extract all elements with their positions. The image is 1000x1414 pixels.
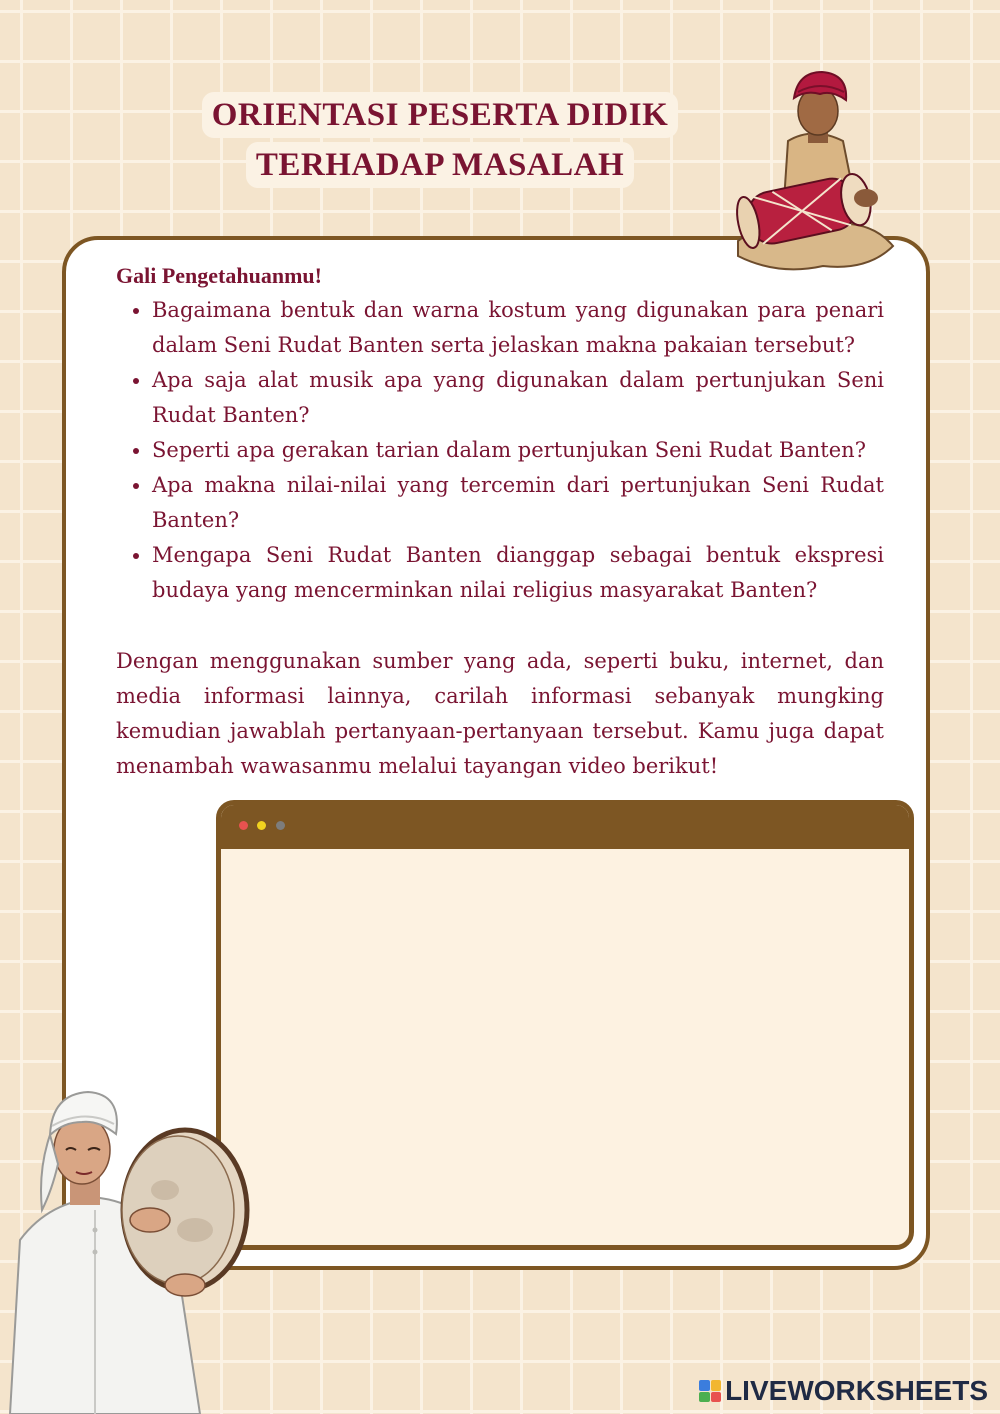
- instruction-paragraph: Dengan menggunakan sumber yang ada, seperti buku, internet, dan media informasi lainnya, carilah informasi sebanyak mungking kemudian jawablah pertanyaan-pertanyaan tersebut. Kamu juga dapat menambah wawasanmu melalui tayangan video berikut!: [116, 649, 884, 778]
- drummer-illustration: [728, 66, 908, 286]
- video-browser-window: [216, 800, 914, 1250]
- video-embed-area[interactable]: [221, 849, 909, 1245]
- browser-title-bar: [221, 805, 909, 849]
- question-item: • Mengapa Seni Rudat Banten dianggap sebagai bentuk ekspresi budaya yang mencerminkan nilai religius masyarakat Banten?: [152, 538, 884, 608]
- minimize-dot-icon: [257, 821, 266, 830]
- liveworksheets-logo-icon: [699, 1380, 721, 1402]
- question-item: • Apa makna nilai-nilai yang tercemin dari pertunjukan Seni Rudat Banten?: [152, 468, 884, 538]
- maximize-dot-icon: [276, 821, 285, 830]
- tambourine-player-illustration: [0, 1080, 260, 1414]
- page-title: [190, 92, 690, 188]
- question-section: [116, 258, 884, 784]
- question-item: • Bagaimana bentuk dan warna kostum yang digunakan para penari dalam Seni Rudat Banten serta jelaskan makna pakaian tersebut?: [152, 293, 884, 363]
- question-item: • Apa saja alat musik apa yang digunakan dalam pertunjukan Seni Rudat Banten?: [152, 363, 884, 433]
- liveworksheets-logo: [699, 1376, 988, 1406]
- question-list: [116, 293, 884, 608]
- title-line-2: TERHADAP MASALAH: [246, 142, 634, 188]
- section-heading: Gali Pengetahuanmu!: [116, 263, 322, 288]
- title-line-1: ORIENTASI PESERTA DIDIK: [202, 92, 679, 138]
- question-item: • Seperti apa gerakan tarian dalam pertunjukan Seni Rudat Banten?: [152, 433, 884, 468]
- close-dot-icon: [239, 821, 248, 830]
- logo-text: LIVEWORKSHEETS: [725, 1375, 988, 1406]
